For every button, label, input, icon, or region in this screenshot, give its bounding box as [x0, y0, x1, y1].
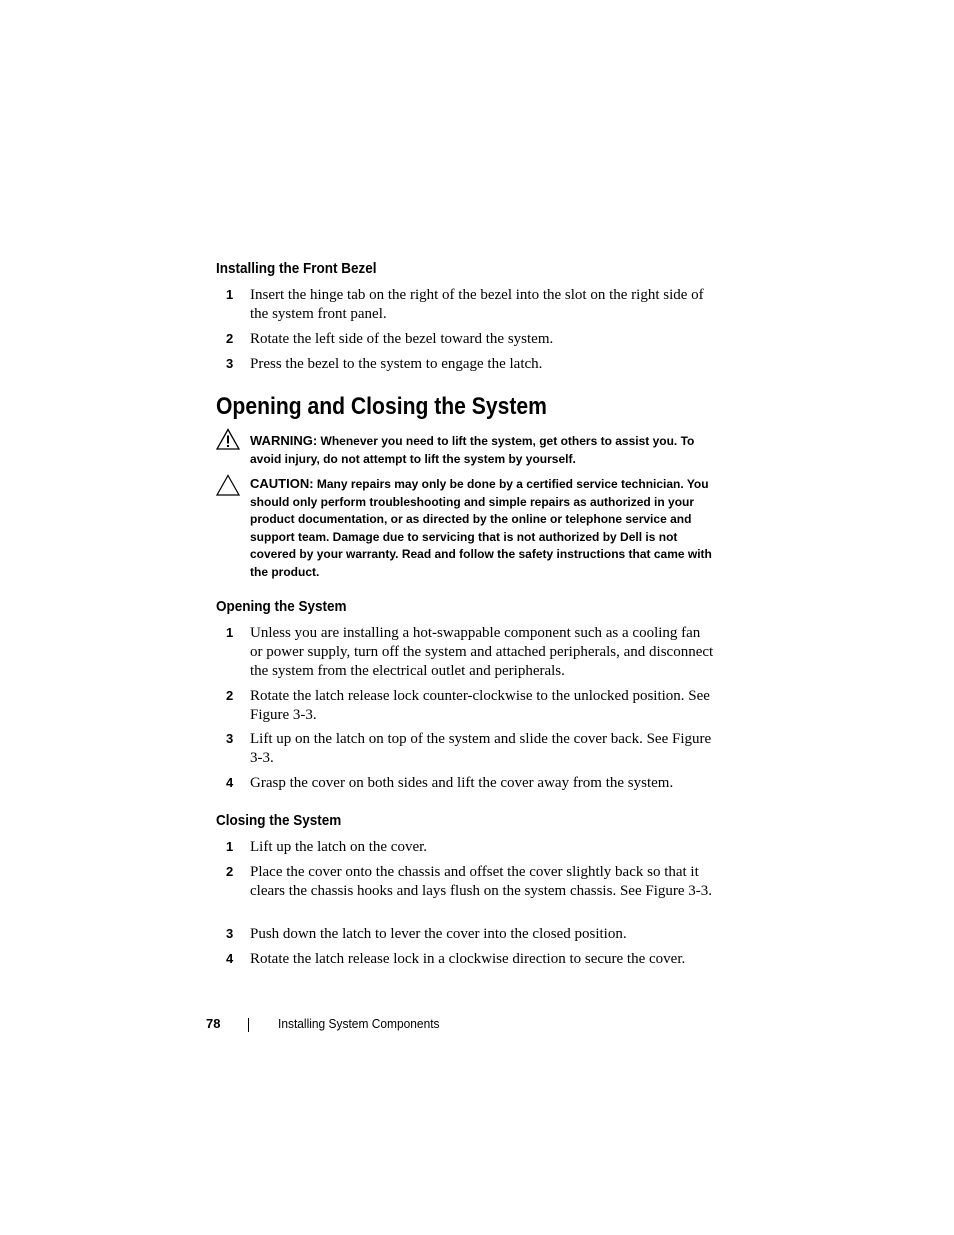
step-number: 3: [226, 731, 234, 746]
step-text: Rotate the left side of the bezel toward the system.: [250, 331, 554, 347]
step-text: Insert the hinge tab on the right of the bezel into the slot on the right side of the system front panel.: [250, 287, 704, 322]
caution-text: Many repairs may only be done by a certified service technician. You should only perform troubleshooting and simple repairs as authorized in your product documentation, or as directed by the online or telephone service and support team. Damage due to servicing that is not authorized by Dell is not covered by your warranty. Read and follow the safety instructions that came with the product.: [250, 477, 712, 579]
step-text: Push down the latch to lever the cover into the closed position.: [250, 926, 627, 942]
step-text: Rotate the latch release lock in a clockwise direction to secure the cover.: [250, 951, 686, 967]
step-number: 2: [226, 688, 234, 703]
caution-label: CAUTION:: [250, 476, 314, 491]
step-number: 2: [226, 864, 234, 879]
step-number: 3: [226, 356, 234, 371]
chapter-title: Opening and Closing the System: [216, 393, 547, 420]
step-text: Press the bezel to the system to engage the latch.: [250, 356, 543, 372]
step-number: 1: [226, 287, 234, 302]
section-heading-installing-front-bezel: Installing the Front Bezel: [216, 260, 377, 277]
page-number: 78: [206, 1016, 221, 1031]
warning-triangle-icon: [216, 428, 240, 450]
step-text: Place the cover onto the chassis and offset the cover slightly back so that it clears the chassis hooks and lays flush on the system chassis. See Figure 3-3.: [250, 864, 713, 899]
step-number: 4: [226, 951, 234, 966]
step-text: Rotate the latch release lock counter-clockwise to the unlocked position. See Figure 3-3.: [250, 688, 710, 723]
warning-label: WARNING:: [250, 433, 318, 448]
step-text: Lift up the latch on the cover.: [250, 839, 428, 855]
step-number: 3: [226, 926, 234, 941]
step-text: Unless you are installing a hot-swappable component such as a cooling fan or power supply, turn off the system and attached peripherals, and disconnect the system from the electrical outlet and peripherals.: [250, 625, 714, 679]
step-number: 4: [226, 775, 234, 790]
section-heading-closing-system: Closing the System: [216, 812, 342, 829]
step-number: 2: [226, 331, 234, 346]
step-text: Lift up on the latch on top of the system and slide the cover back. See Figure 3-3.: [250, 731, 712, 766]
caution-triangle-icon: [216, 474, 240, 496]
step-text: Grasp the cover on both sides and lift the cover away from the system.: [250, 775, 674, 791]
section-heading-opening-system: Opening the System: [216, 598, 347, 615]
warning-text: Whenever you need to lift the system, get others to assist you. To avoid injury, do not attempt to lift the system by yourself.: [250, 434, 695, 466]
step-number: 1: [226, 625, 234, 640]
footer-divider: [248, 1018, 249, 1032]
footer-section-name: Installing System Components: [278, 1016, 440, 1031]
step-number: 1: [226, 839, 234, 854]
